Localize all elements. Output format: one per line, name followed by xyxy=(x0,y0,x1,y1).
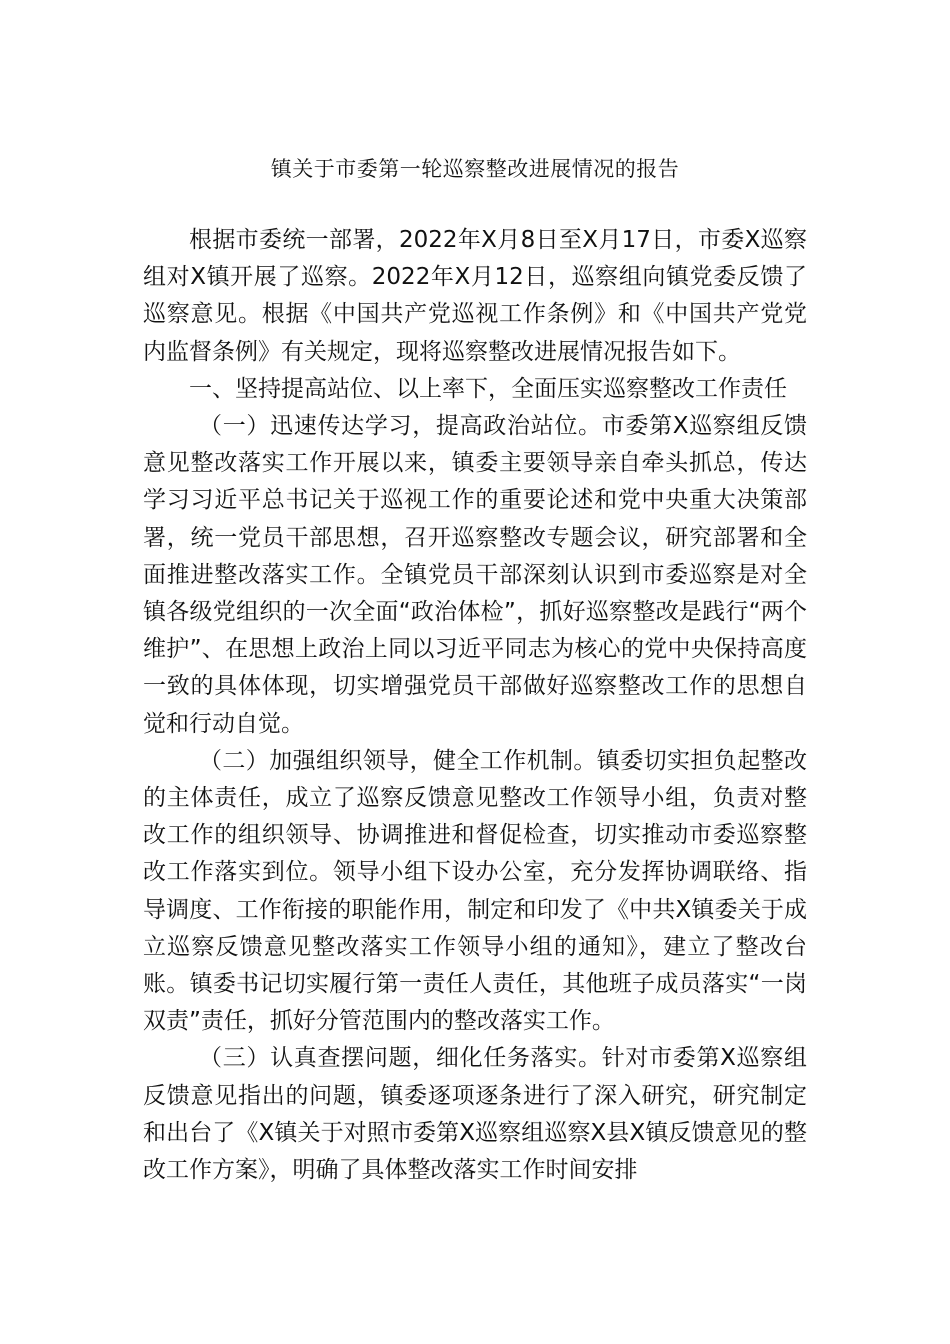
subsection-2-paragraph: （二）加强组织领导，健全工作机制。镇委切实担负起整改的主体责任，成立了巡察反馈意见整改工作领导小组，负责对整改工作的组织领导、协调推进和督促检查，切实推动市委巡察整改工作落实到位。领导小组下设办公室，充分发挥协调联络、指导调度、工作衔接的职能作用，制定和印发了《中共X镇委关于成立巡察反馈意见整改落实工作领导小组的通知》，建立了整改台账。镇委书记切实履行第一责任人责任，其他班子成员落实“一岗双责”责任，抓好分管范围内的整改落实工作。 xyxy=(143,747,807,1035)
intro-paragraph: 根据市委统一部署，2022年X月8日至X月17日，市委X巡察组对X镇开展了巡察。2022年X月12日，巡察组向镇党委反馈了巡察意见。根据《中国共产党巡视工作条例》和《中国共产党党内监督条例》有关规定，现将巡察整改进展情况报告如下。 xyxy=(143,227,807,365)
subsection-1-paragraph: （一）迅速传达学习，提高政治站位。市委第X巡察组反馈意见整改落实工作开展以来，镇委主要领导亲自牵头抓总，传达学习习近平总书记关于巡视工作的重要论述和党中央重大决策部署，统一党员干部思想，召开巡察整改专题会议，研究部署和全面推进整改落实工作。全镇党员干部深刻认识到市委巡察是对全镇各级党组织的一次全面“政治体检”，抓好巡察整改是践行“两个维护”、在思想上政治上同以习近平同志为核心的党中央保持高度一致的具体体现，切实增强党员干部做好巡察整改工作的思想自觉和行动自觉。 xyxy=(143,413,807,737)
section-heading-1: 一、坚持提高站位、以上率下，全面压实巡察整改工作责任 xyxy=(189,375,787,402)
document-body xyxy=(143,222,807,1189)
subsection-3-paragraph: （三）认真查摆问题，细化任务落实。针对市委第X巡察组反馈意见指出的问题，镇委逐项逐条进行了深入研究，研究制定和出台了《X镇关于对照市委第X巡察组巡察X县X镇反馈意见的整改工作方案》，明确了具体整改落实工作时间安排 xyxy=(143,1045,807,1184)
document-title: 镇关于市委第一轮巡察整改进展情况的报告 xyxy=(270,157,680,181)
